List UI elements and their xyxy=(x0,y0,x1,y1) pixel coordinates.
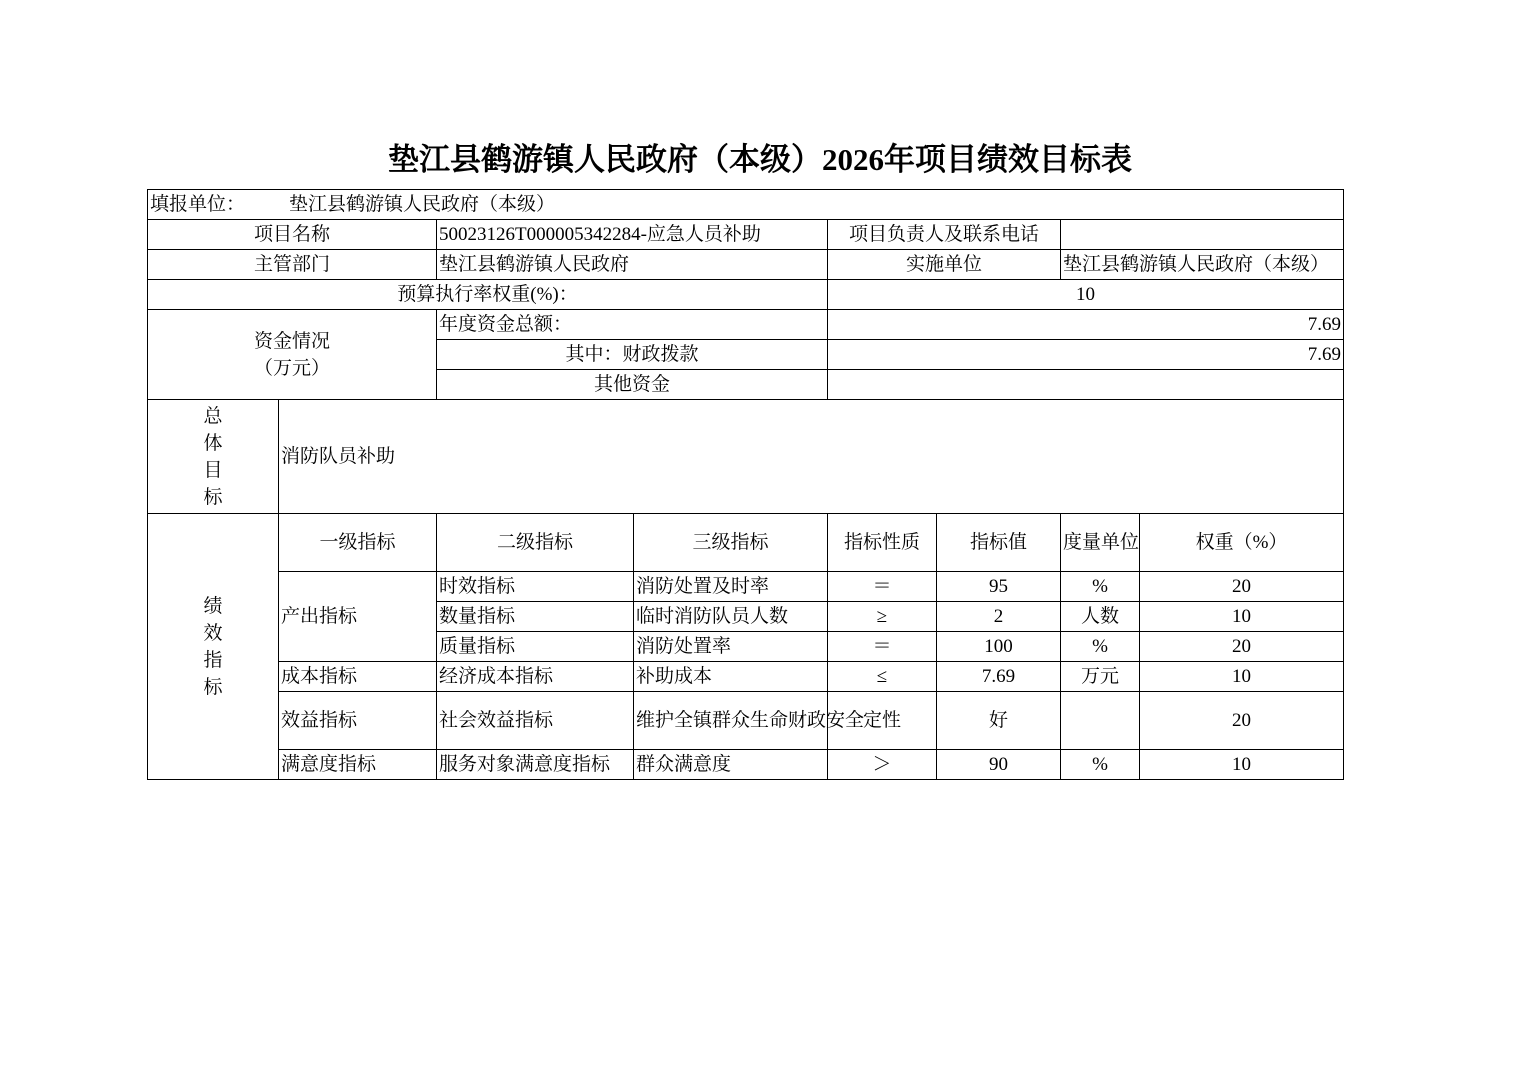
performance-target-table xyxy=(147,189,1344,780)
budget-weight-row xyxy=(148,280,1344,310)
indicator-nature: ＝ xyxy=(828,572,937,602)
indicator-level1: 成本指标 xyxy=(279,662,437,692)
budget-weight-value: 10 xyxy=(828,280,1344,310)
header-level1: 一级指标 xyxy=(279,514,437,572)
indicator-unit: % xyxy=(1061,632,1140,662)
indicators-label-char: 标 xyxy=(203,676,223,698)
indicator-level2: 质量指标 xyxy=(437,632,634,662)
header-level2: 二级指标 xyxy=(437,514,634,572)
funds-label xyxy=(148,310,437,400)
indicator-unit xyxy=(1061,692,1140,750)
indicator-nature: ＞ xyxy=(828,750,937,780)
implementing-unit-label: 实施单位 xyxy=(828,250,1061,280)
indicators-label-char: 效 xyxy=(203,622,223,644)
project-name-value: 50023126T000005342284-应急人员补助 xyxy=(437,220,828,250)
indicator-level3: 群众满意度 xyxy=(634,750,828,780)
indicator-unit: % xyxy=(1061,750,1140,780)
indicator-level1: 效益指标 xyxy=(279,692,437,750)
department-row xyxy=(148,250,1344,280)
indicator-value: 2 xyxy=(937,602,1061,632)
funds-total-value: 7.69 xyxy=(828,310,1344,340)
indicator-nature: ＝ xyxy=(828,632,937,662)
indicator-value: 好 xyxy=(937,692,1061,750)
indicator-weight: 20 xyxy=(1140,572,1344,602)
indicator-unit: 万元 xyxy=(1061,662,1140,692)
funds-fiscal-label: 其中：财政拨款 xyxy=(437,340,828,370)
overall-goal-label xyxy=(148,400,279,514)
indicator-level2: 社会效益指标 xyxy=(437,692,634,750)
indicator-level1: 满意度指标 xyxy=(279,750,437,780)
page-title: 垫江县鹤游镇人民政府（本级）2026年项目绩效目标表 xyxy=(388,142,1132,177)
overall-goal-char: 总 xyxy=(203,405,223,427)
indicators-label xyxy=(148,514,279,780)
implementing-unit-value: 垫江县鹤游镇人民政府（本级） xyxy=(1061,250,1344,280)
overall-goal-char: 目 xyxy=(203,459,223,481)
header-value: 指标值 xyxy=(937,514,1061,572)
indicator-level3: 消防处置率 xyxy=(634,632,828,662)
indicator-row xyxy=(148,692,1344,750)
indicator-level2: 经济成本指标 xyxy=(437,662,634,692)
indicator-level2: 服务对象满意度指标 xyxy=(437,750,634,780)
indicator-nature: ≤ xyxy=(828,662,937,692)
project-contact-value xyxy=(1061,220,1344,250)
indicator-level3: 维护全镇群众生命财政安全 xyxy=(634,692,828,750)
indicator-nature: 定性 xyxy=(828,692,937,750)
indicator-value: 95 xyxy=(937,572,1061,602)
indicator-value: 100 xyxy=(937,632,1061,662)
header-weight: 权重（%） xyxy=(1140,514,1344,572)
funds-other-value xyxy=(828,370,1344,400)
indicator-level2: 数量指标 xyxy=(437,602,634,632)
indicator-level3: 补助成本 xyxy=(634,662,828,692)
fill-unit-cell xyxy=(148,190,1344,220)
overall-goal-value: 消防队员补助 xyxy=(279,400,1344,514)
department-label: 主管部门 xyxy=(148,250,437,280)
indicator-weight: 20 xyxy=(1140,632,1344,662)
funds-label-line2: （万元） xyxy=(253,357,330,379)
department-value: 垫江县鹤游镇人民政府 xyxy=(437,250,828,280)
indicator-nature: ≥ xyxy=(828,602,937,632)
indicator-row xyxy=(148,750,1344,780)
fill-unit-value: 垫江县鹤游镇人民政府（本级） xyxy=(289,194,556,215)
indicator-value: 90 xyxy=(937,750,1061,780)
funds-total-row xyxy=(148,310,1344,340)
indicator-weight: 20 xyxy=(1140,692,1344,750)
indicator-weight: 10 xyxy=(1140,750,1344,780)
indicator-weight: 10 xyxy=(1140,662,1344,692)
fill-unit-label: 填报单位： xyxy=(150,194,246,215)
header-nature: 指标性质 xyxy=(828,514,937,572)
header-unit: 度量单位 xyxy=(1061,514,1140,572)
indicator-weight: 10 xyxy=(1140,602,1344,632)
funds-other-label: 其他资金 xyxy=(437,370,828,400)
indicator-header-row xyxy=(148,514,1344,572)
indicator-row xyxy=(148,572,1344,602)
indicator-level3: 临时消防队员人数 xyxy=(634,602,828,632)
indicator-unit: 人数 xyxy=(1061,602,1140,632)
overall-goal-char: 体 xyxy=(203,432,223,454)
indicators-label-char: 绩 xyxy=(203,595,223,617)
indicator-level3: 消防处置及时率 xyxy=(634,572,828,602)
overall-goal-char: 标 xyxy=(203,486,223,508)
indicator-level2: 时效指标 xyxy=(437,572,634,602)
project-row xyxy=(148,220,1344,250)
indicator-unit: % xyxy=(1061,572,1140,602)
output-level1: 产出指标 xyxy=(279,572,437,662)
project-name-label: 项目名称 xyxy=(148,220,437,250)
project-contact-label: 项目负责人及联系电话 xyxy=(828,220,1061,250)
funds-total-label: 年度资金总额： xyxy=(437,310,828,340)
budget-weight-label: 预算执行率权重(%)： xyxy=(148,280,828,310)
indicators-label-char: 指 xyxy=(203,649,223,671)
fill-unit-row xyxy=(148,190,1344,220)
funds-label-line1: 资金情况 xyxy=(253,330,330,352)
indicator-value: 7.69 xyxy=(937,662,1061,692)
overall-goal-row xyxy=(148,400,1344,514)
funds-fiscal-value: 7.69 xyxy=(828,340,1344,370)
indicator-row xyxy=(148,662,1344,692)
header-level3: 三级指标 xyxy=(634,514,828,572)
